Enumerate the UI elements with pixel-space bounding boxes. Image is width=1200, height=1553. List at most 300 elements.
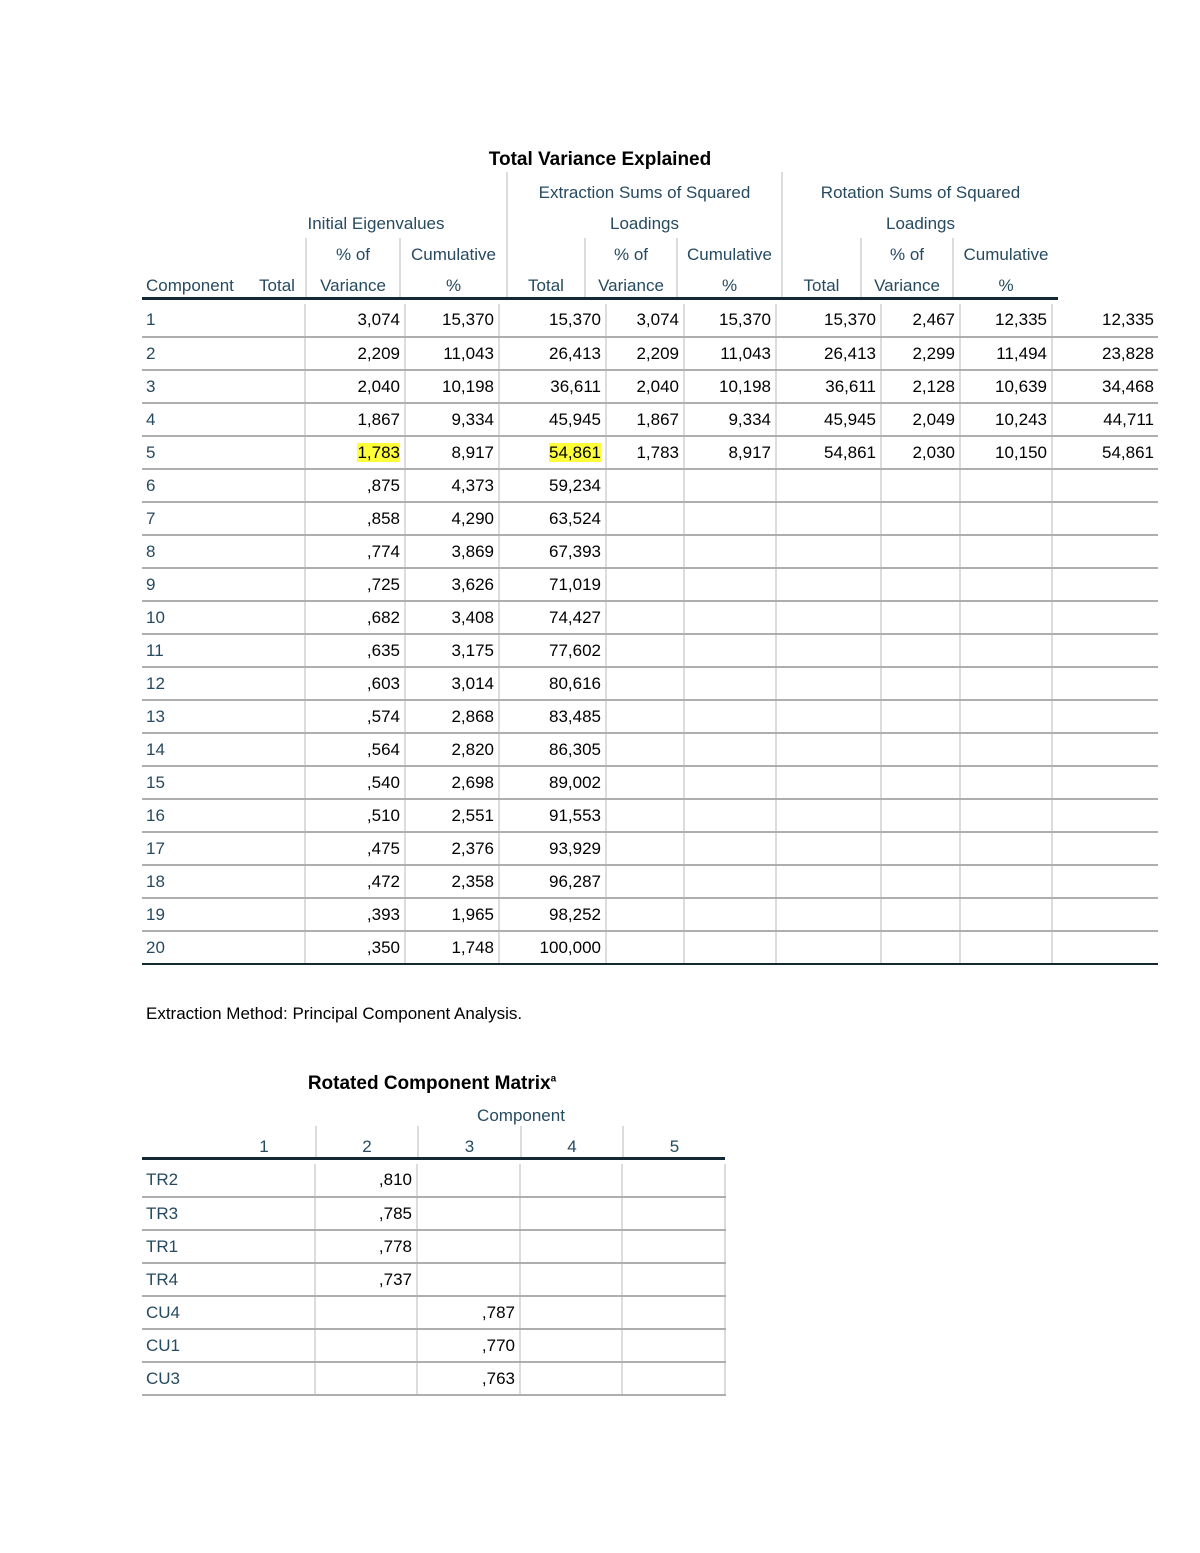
variance-cell [606, 337, 684, 370]
cell-value: 4,373 [451, 475, 494, 495]
loading-cell [520, 1362, 622, 1395]
extraction-method-note: Extraction Method: Principal Component Analysis. [146, 1004, 523, 1023]
cell-value: 45,945 [824, 409, 876, 429]
variance-row [142, 502, 1158, 535]
variance-cell [960, 799, 1052, 832]
cell-value: 12,335 [1102, 310, 1154, 329]
loading-cell [520, 1263, 622, 1296]
variance-cell [606, 304, 684, 337]
cell-value: ,540 [366, 772, 400, 792]
header-rule [142, 297, 1058, 300]
cell-value: 23,828 [1102, 343, 1154, 363]
variance-cell [776, 535, 881, 568]
cell-value: ,875 [366, 475, 400, 495]
matrix-col-header: 3 [464, 1137, 475, 1156]
loading-cell: ,778 [315, 1230, 417, 1263]
variance-row [142, 403, 1158, 436]
variance-cell [405, 766, 499, 799]
cell-value: 10,243 [995, 409, 1047, 429]
variance-cell [1052, 766, 1158, 799]
cell-value: 3,074 [357, 310, 400, 329]
component-label [142, 634, 305, 667]
variance-cell [1052, 304, 1158, 337]
variance-cell [1052, 337, 1158, 370]
variance-row [142, 865, 1158, 898]
cell-value: 9 [146, 574, 156, 594]
loading-cell [622, 1296, 725, 1329]
variance-cell [305, 799, 405, 832]
variance-row [142, 370, 1158, 403]
variance-cell [606, 898, 684, 931]
variance-cell [606, 865, 684, 898]
variance-cell [881, 865, 960, 898]
loading-cell [417, 1230, 520, 1263]
item-label: CU3 [142, 1362, 315, 1395]
variance-cell [684, 304, 776, 337]
variance-cell [776, 436, 881, 469]
variance-cell [1052, 535, 1158, 568]
variance-cell [776, 502, 881, 535]
variance-cell [776, 700, 881, 733]
component-label [142, 733, 305, 766]
cell-value: ,682 [366, 607, 400, 627]
cell-value: 10,198 [719, 376, 771, 396]
variance-cell [881, 931, 960, 964]
col-pct-header: % of [889, 245, 925, 264]
col-total-header: Total [528, 276, 564, 295]
cell-value: 2,030 [912, 442, 955, 462]
cell-value: 100,000 [539, 937, 601, 957]
variance-cell [606, 733, 684, 766]
cell-value: 10 [146, 607, 165, 627]
cell-value: 45,945 [549, 409, 601, 429]
variance-row [142, 832, 1158, 865]
variance-cell [305, 700, 405, 733]
component-label [142, 568, 305, 601]
variance-cell [305, 667, 405, 700]
component-label [142, 700, 305, 733]
variance-cell [776, 370, 881, 403]
variance-cell [1052, 403, 1158, 436]
variance-cell [499, 601, 606, 634]
variance-row [142, 667, 1158, 700]
variance-cell [499, 733, 606, 766]
header-rule [142, 1157, 725, 1160]
cell-value: ,858 [366, 508, 400, 528]
item-label: TR1 [142, 1230, 315, 1263]
variance-cell [405, 436, 499, 469]
cell-value: 15,370 [824, 310, 876, 329]
variance-table-body [142, 304, 1158, 965]
variance-cell [499, 832, 606, 865]
cell-value: ,725 [366, 574, 400, 594]
matrix-row [142, 1329, 725, 1362]
variance-cell [684, 733, 776, 766]
matrix-title-text: Rotated Component Matrix [307, 1073, 551, 1094]
cell-value: 4 [146, 409, 156, 429]
variance-cell [960, 502, 1052, 535]
col-total-header: Total [803, 276, 840, 295]
variance-cell [1052, 799, 1158, 832]
col-component-header: Component [146, 276, 234, 295]
variance-cell [499, 469, 606, 502]
loading-cell [622, 1197, 725, 1230]
cell-value: 3,074 [636, 310, 679, 329]
cell-value: 15 [146, 772, 165, 792]
cell-value: 91,553 [549, 805, 601, 825]
variance-cell [1052, 931, 1158, 964]
cell-value: 3 [146, 376, 156, 396]
cell-value: 93,929 [549, 838, 601, 858]
variance-cell [405, 370, 499, 403]
variance-cell [684, 601, 776, 634]
loading-cell: ,737 [315, 1263, 417, 1296]
matrix-col-header: 2 [362, 1137, 372, 1156]
cell-value: 1,783 [357, 442, 400, 462]
variance-cell [606, 370, 684, 403]
component-label [142, 766, 305, 799]
variance-cell [776, 403, 881, 436]
extraction-header-line2: Loadings [609, 214, 679, 233]
variance-cell [305, 304, 405, 337]
variance-cell [881, 601, 960, 634]
col-variance-header: Variance [598, 276, 664, 295]
variance-cell [1052, 469, 1158, 502]
cell-value: 1,748 [451, 937, 494, 957]
cell-value: 17 [146, 838, 165, 858]
component-label [142, 436, 305, 469]
item-label: TR3 [142, 1197, 315, 1230]
variance-cell [684, 502, 776, 535]
matrix-table-title [232, 1073, 632, 1095]
variance-row [142, 601, 1158, 634]
cell-value: 10,150 [995, 442, 1047, 462]
variance-cell [405, 469, 499, 502]
variance-cell [776, 469, 881, 502]
variance-cell [499, 667, 606, 700]
variance-cell [1052, 898, 1158, 931]
variance-cell [305, 601, 405, 634]
cell-value: 7 [146, 508, 156, 528]
cell-value: 2 [146, 343, 156, 363]
variance-row [142, 568, 1158, 601]
variance-cell [499, 898, 606, 931]
variance-cell [684, 568, 776, 601]
variance-cell [405, 502, 499, 535]
cell-value: 4,290 [451, 508, 494, 528]
variance-cell [960, 370, 1052, 403]
variance-cell [405, 733, 499, 766]
variance-cell [960, 898, 1052, 931]
cell-value: 11 [146, 640, 164, 660]
variance-cell [960, 634, 1052, 667]
variance-cell [776, 931, 881, 964]
cell-value: ,510 [366, 805, 400, 825]
loading-cell [417, 1263, 520, 1296]
cell-value: 89,002 [549, 772, 601, 792]
cell-value: 2,698 [451, 772, 494, 792]
cell-value: 2,299 [912, 343, 955, 363]
variance-cell [405, 403, 499, 436]
loading-cell [520, 1164, 622, 1197]
variance-cell [684, 535, 776, 568]
variance-cell [684, 865, 776, 898]
variance-row [142, 700, 1158, 733]
cell-value: 96,287 [549, 871, 601, 891]
variance-cell [405, 832, 499, 865]
variance-cell [684, 634, 776, 667]
variance-cell [881, 667, 960, 700]
cell-value: 12,335 [995, 310, 1047, 329]
variance-cell [606, 667, 684, 700]
variance-cell [684, 337, 776, 370]
variance-cell [499, 799, 606, 832]
matrix-row [142, 1362, 725, 1395]
variance-cell [684, 832, 776, 865]
variance-cell [881, 766, 960, 799]
variance-cell [305, 568, 405, 601]
cell-value: 59,234 [549, 475, 601, 495]
component-label [142, 337, 305, 370]
cell-value: 54,861 [824, 442, 876, 462]
cell-value: 2,040 [357, 376, 400, 396]
variance-cell [499, 337, 606, 370]
variance-cell [405, 634, 499, 667]
variance-cell [499, 304, 606, 337]
cell-value: 10,639 [995, 376, 1047, 396]
matrix-row [142, 1230, 725, 1263]
variance-cell [606, 502, 684, 535]
cell-value: ,774 [366, 541, 400, 561]
variance-cell [305, 832, 405, 865]
variance-cell [776, 304, 881, 337]
variance-row [142, 469, 1158, 502]
cell-value: 3,869 [451, 541, 494, 561]
variance-cell [960, 304, 1052, 337]
variance-cell [606, 436, 684, 469]
col-cum-header: Cumulative [410, 245, 497, 264]
cell-value: 74,427 [549, 607, 601, 627]
cell-value: 2,820 [451, 739, 494, 759]
cell-value: 3,408 [451, 607, 494, 627]
col-cum-pct-header: % [721, 276, 738, 295]
loading-cell [315, 1296, 417, 1329]
variance-cell [499, 931, 606, 964]
cell-value: 2,209 [357, 343, 400, 363]
loading-cell: ,810 [315, 1164, 417, 1197]
variance-cell [1052, 667, 1158, 700]
variance-cell [305, 634, 405, 667]
loading-cell [622, 1230, 725, 1263]
variance-cell [881, 700, 960, 733]
loading-cell [520, 1197, 622, 1230]
variance-cell [881, 337, 960, 370]
item-label: TR4 [142, 1263, 315, 1296]
variance-cell [405, 535, 499, 568]
cell-value: 26,413 [824, 343, 876, 363]
item-label: TR2 [142, 1164, 315, 1197]
cell-value: 16 [146, 805, 165, 825]
loading-cell [622, 1164, 725, 1197]
matrix-title-footnote-mark: a [550, 1073, 557, 1085]
variance-cell [499, 634, 606, 667]
cell-value: 8 [146, 541, 156, 561]
component-label [142, 799, 305, 832]
cell-value: 36,611 [550, 376, 601, 396]
variance-cell [881, 469, 960, 502]
cell-value: 2,467 [912, 310, 955, 329]
variance-cell [405, 700, 499, 733]
variance-cell [499, 502, 606, 535]
component-label [142, 469, 305, 502]
cell-value: 11,043 [720, 343, 771, 363]
variance-cell [405, 667, 499, 700]
variance-cell [960, 403, 1052, 436]
variance-cell [776, 337, 881, 370]
cell-value: 3,626 [451, 574, 494, 594]
variance-row [142, 898, 1158, 931]
cell-value: ,475 [366, 838, 400, 858]
variance-cell [305, 436, 405, 469]
cell-value: 63,524 [549, 508, 601, 528]
variance-cell [881, 733, 960, 766]
cell-value: 2,040 [636, 376, 679, 396]
variance-cell [305, 865, 405, 898]
variance-row [142, 337, 1158, 370]
variance-cell [606, 601, 684, 634]
loading-cell [417, 1197, 520, 1230]
component-label [142, 898, 305, 931]
variance-cell [499, 568, 606, 601]
cell-value: ,393 [366, 904, 400, 924]
variance-cell [405, 931, 499, 964]
cell-value: ,564 [366, 739, 400, 759]
item-label: CU4 [142, 1296, 315, 1329]
cell-value: 71,019 [549, 574, 601, 594]
variance-cell [960, 601, 1052, 634]
cell-value: 3,175 [451, 640, 494, 660]
variance-cell [960, 535, 1052, 568]
cell-value: 6 [146, 475, 156, 495]
variance-cell [960, 766, 1052, 799]
component-label [142, 931, 305, 964]
cell-value: 54,861 [549, 442, 601, 462]
variance-cell [960, 667, 1052, 700]
variance-cell [684, 898, 776, 931]
variance-cell [1052, 568, 1158, 601]
matrix-col-header: 4 [567, 1137, 577, 1156]
component-label [142, 832, 305, 865]
variance-cell [1052, 436, 1158, 469]
variance-row [142, 733, 1158, 766]
cell-value: ,574 [366, 706, 400, 726]
variance-cell [881, 502, 960, 535]
variance-row [142, 436, 1158, 469]
cell-value: 19 [146, 904, 165, 924]
variance-cell [1052, 502, 1158, 535]
variance-cell [1052, 865, 1158, 898]
variance-cell [499, 766, 606, 799]
variance-cell [776, 634, 881, 667]
component-label [142, 535, 305, 568]
cell-value: 2,209 [636, 343, 679, 363]
cell-value: 2,358 [451, 871, 494, 891]
col-cum-header: Cumulative [686, 245, 773, 264]
cell-value: 9,334 [728, 409, 771, 429]
variance-cell [776, 601, 881, 634]
component-label [142, 304, 305, 337]
matrix-col-header: 1 [259, 1137, 269, 1156]
cell-value: 98,252 [549, 904, 601, 924]
variance-cell [960, 469, 1052, 502]
variance-cell [606, 832, 684, 865]
cell-value: 2,376 [451, 838, 494, 858]
cell-value: 86,305 [549, 739, 601, 759]
variance-cell [881, 370, 960, 403]
variance-cell [305, 898, 405, 931]
component-label [142, 601, 305, 634]
variance-cell [684, 766, 776, 799]
component-label [142, 370, 305, 403]
variance-cell [606, 766, 684, 799]
variance-cell [499, 700, 606, 733]
loading-cell [315, 1362, 417, 1395]
variance-cell [881, 436, 960, 469]
variance-cell [776, 832, 881, 865]
cell-value: 13 [146, 706, 165, 726]
variance-cell [684, 469, 776, 502]
cell-value: 2,049 [912, 409, 955, 429]
col-cum-pct-header: % [445, 276, 462, 295]
matrix-col-header: 5 [669, 1137, 680, 1156]
variance-cell [684, 436, 776, 469]
variance-cell [960, 568, 1052, 601]
variance-cell [960, 700, 1052, 733]
variance-cell [405, 898, 499, 931]
loading-cell [520, 1329, 622, 1362]
matrix-table-body [142, 1164, 725, 1396]
cell-value: 10,198 [442, 376, 494, 396]
variance-cell [776, 799, 881, 832]
loading-cell [622, 1329, 725, 1362]
cell-value: 44,711 [1103, 409, 1154, 429]
cell-value: 12 [146, 673, 165, 693]
variance-cell [1052, 634, 1158, 667]
variance-cell [499, 865, 606, 898]
loading-cell: ,763 [417, 1362, 520, 1395]
variance-cell [881, 898, 960, 931]
variance-cell [684, 700, 776, 733]
variance-cell [606, 469, 684, 502]
loading-cell [417, 1164, 520, 1197]
variance-cell [305, 931, 405, 964]
variance-cell [960, 832, 1052, 865]
variance-cell [405, 337, 499, 370]
loading-cell [315, 1329, 417, 1362]
variance-cell [305, 502, 405, 535]
matrix-row [142, 1164, 725, 1197]
cell-value: 18 [146, 871, 165, 891]
variance-cell [405, 568, 499, 601]
extraction-header: Extraction Sums of Squared [538, 183, 751, 202]
cell-value: 36,611 [825, 376, 876, 396]
variance-cell [776, 667, 881, 700]
variance-cell [1052, 700, 1158, 733]
cell-value: 2,868 [451, 706, 494, 726]
variance-table-title: Total Variance Explained [488, 149, 712, 170]
col-cum-pct-header: % [998, 276, 1014, 295]
variance-cell [405, 601, 499, 634]
